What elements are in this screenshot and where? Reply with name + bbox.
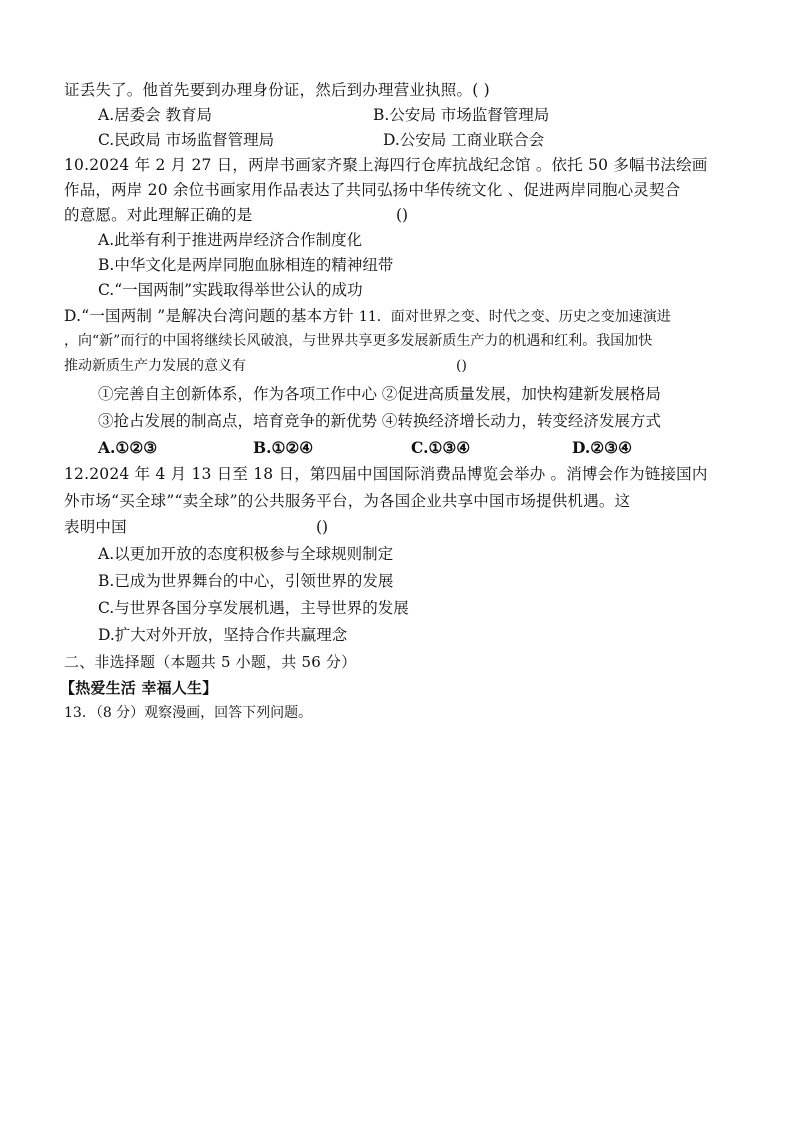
q12-option-b: B.已成为世界舞台的中心，引领世界的发展	[98, 572, 394, 590]
q9-stem	[64, 78, 490, 102]
q9-stem-text: 证丢失了。他首先要到办理身份证，然后到办理营业执照。	[64, 81, 473, 99]
section-2-subtitle: 【热爱生活 幸福人生】	[60, 679, 218, 697]
q9-option-a: A.居委会 教育局	[98, 106, 213, 124]
q12-option-d: D.扩大对外开放，坚持合作共赢理念	[98, 626, 348, 644]
q10-answer-paren: ()	[396, 206, 409, 224]
q10-option-b: B.中华文化是两岸同胞血脉相连的精神纽带	[98, 256, 394, 274]
q11-option-a: A.①②③	[98, 438, 158, 457]
q10-option-a: A.此举有利于推进两岸经济合作制度化	[98, 231, 363, 249]
q12-option-c: C.与世界各国分享发展机遇，主导世界的发展	[98, 599, 409, 617]
q10-line-1: 10.2024 年 2 月 27 日，两岸书画家齐聚上海四行仓库抗战纪念馆 。依托 50 多幅书法绘画	[64, 156, 708, 174]
q10-option-d: D.“一国两制 ”是解决台湾问题的基本方针	[64, 307, 354, 325]
q12-line-1: 12.2024 年 4 月 13 日至 18 日，第四届中国国际消费品博览会举办 。消博会作为链接国内	[64, 465, 708, 483]
q10-option-c: C.“一国两制”实践取得举世公认的成功	[98, 281, 363, 299]
q10-stem-end: 的意愿。对此理解正确的是	[64, 206, 253, 224]
q11-option-b: B.①②④	[253, 438, 314, 457]
q12-line-2: 外市场“买全球”“卖全球”的公共服务平台，为各国企业共享中国市场提供机遇。这	[64, 492, 631, 510]
q9-option-c: C.民政局 市场监督管理局	[98, 131, 275, 149]
q11-line-1: 11．面对世界之变、时代之变、历史之变加速演进	[358, 309, 671, 325]
q11-line-2: ，向“新”而行的中国将继续长风破浪，与世界共享更多发展新质生产力的机遇和红利。我国加快	[64, 333, 653, 349]
q13-stem: 13．（8 分）观察漫画，回答下列问题。	[64, 705, 313, 721]
q10-line-3	[64, 203, 252, 227]
q12-line-3: 表明中国	[64, 518, 127, 536]
q12-answer-paren: ()	[316, 518, 329, 536]
q11-answer-paren: ()	[456, 358, 467, 374]
q9-option-b: B.公安局 市场监督管理局	[373, 106, 550, 124]
q11-option-d: D.②③④	[572, 438, 632, 457]
q11-items-row-2: ③抢占发展的制高点，培育竞争的新优势 ④转换经济增长动力，转变经济发展方式	[98, 412, 661, 430]
section-2-title: 二、非选择题（本题共 5 小题，共 56 分）	[64, 653, 357, 671]
q11-option-c: C.①③④	[411, 438, 471, 457]
q9-answer-paren: ( )	[472, 81, 490, 99]
q10-option-d-q11-line	[64, 304, 671, 329]
q10-line-2: 作品，两岸 20 余位书画家用作品表达了共同弘扬中华传统文化 、促进两岸同胞心灵契合	[64, 181, 681, 199]
q12-option-a: A.以更加开放的态度积极参与全球规则制定	[98, 545, 394, 563]
q11-items-row-1: ①完善自主创新体系，作为各项工作中心 ②促进高质量发展，加快构建新发展格局	[98, 385, 661, 403]
q9-option-d: D.公安局 工商业联合会	[383, 131, 545, 149]
q11-line-3: 推动新质生产力发展的意义有	[64, 358, 246, 374]
